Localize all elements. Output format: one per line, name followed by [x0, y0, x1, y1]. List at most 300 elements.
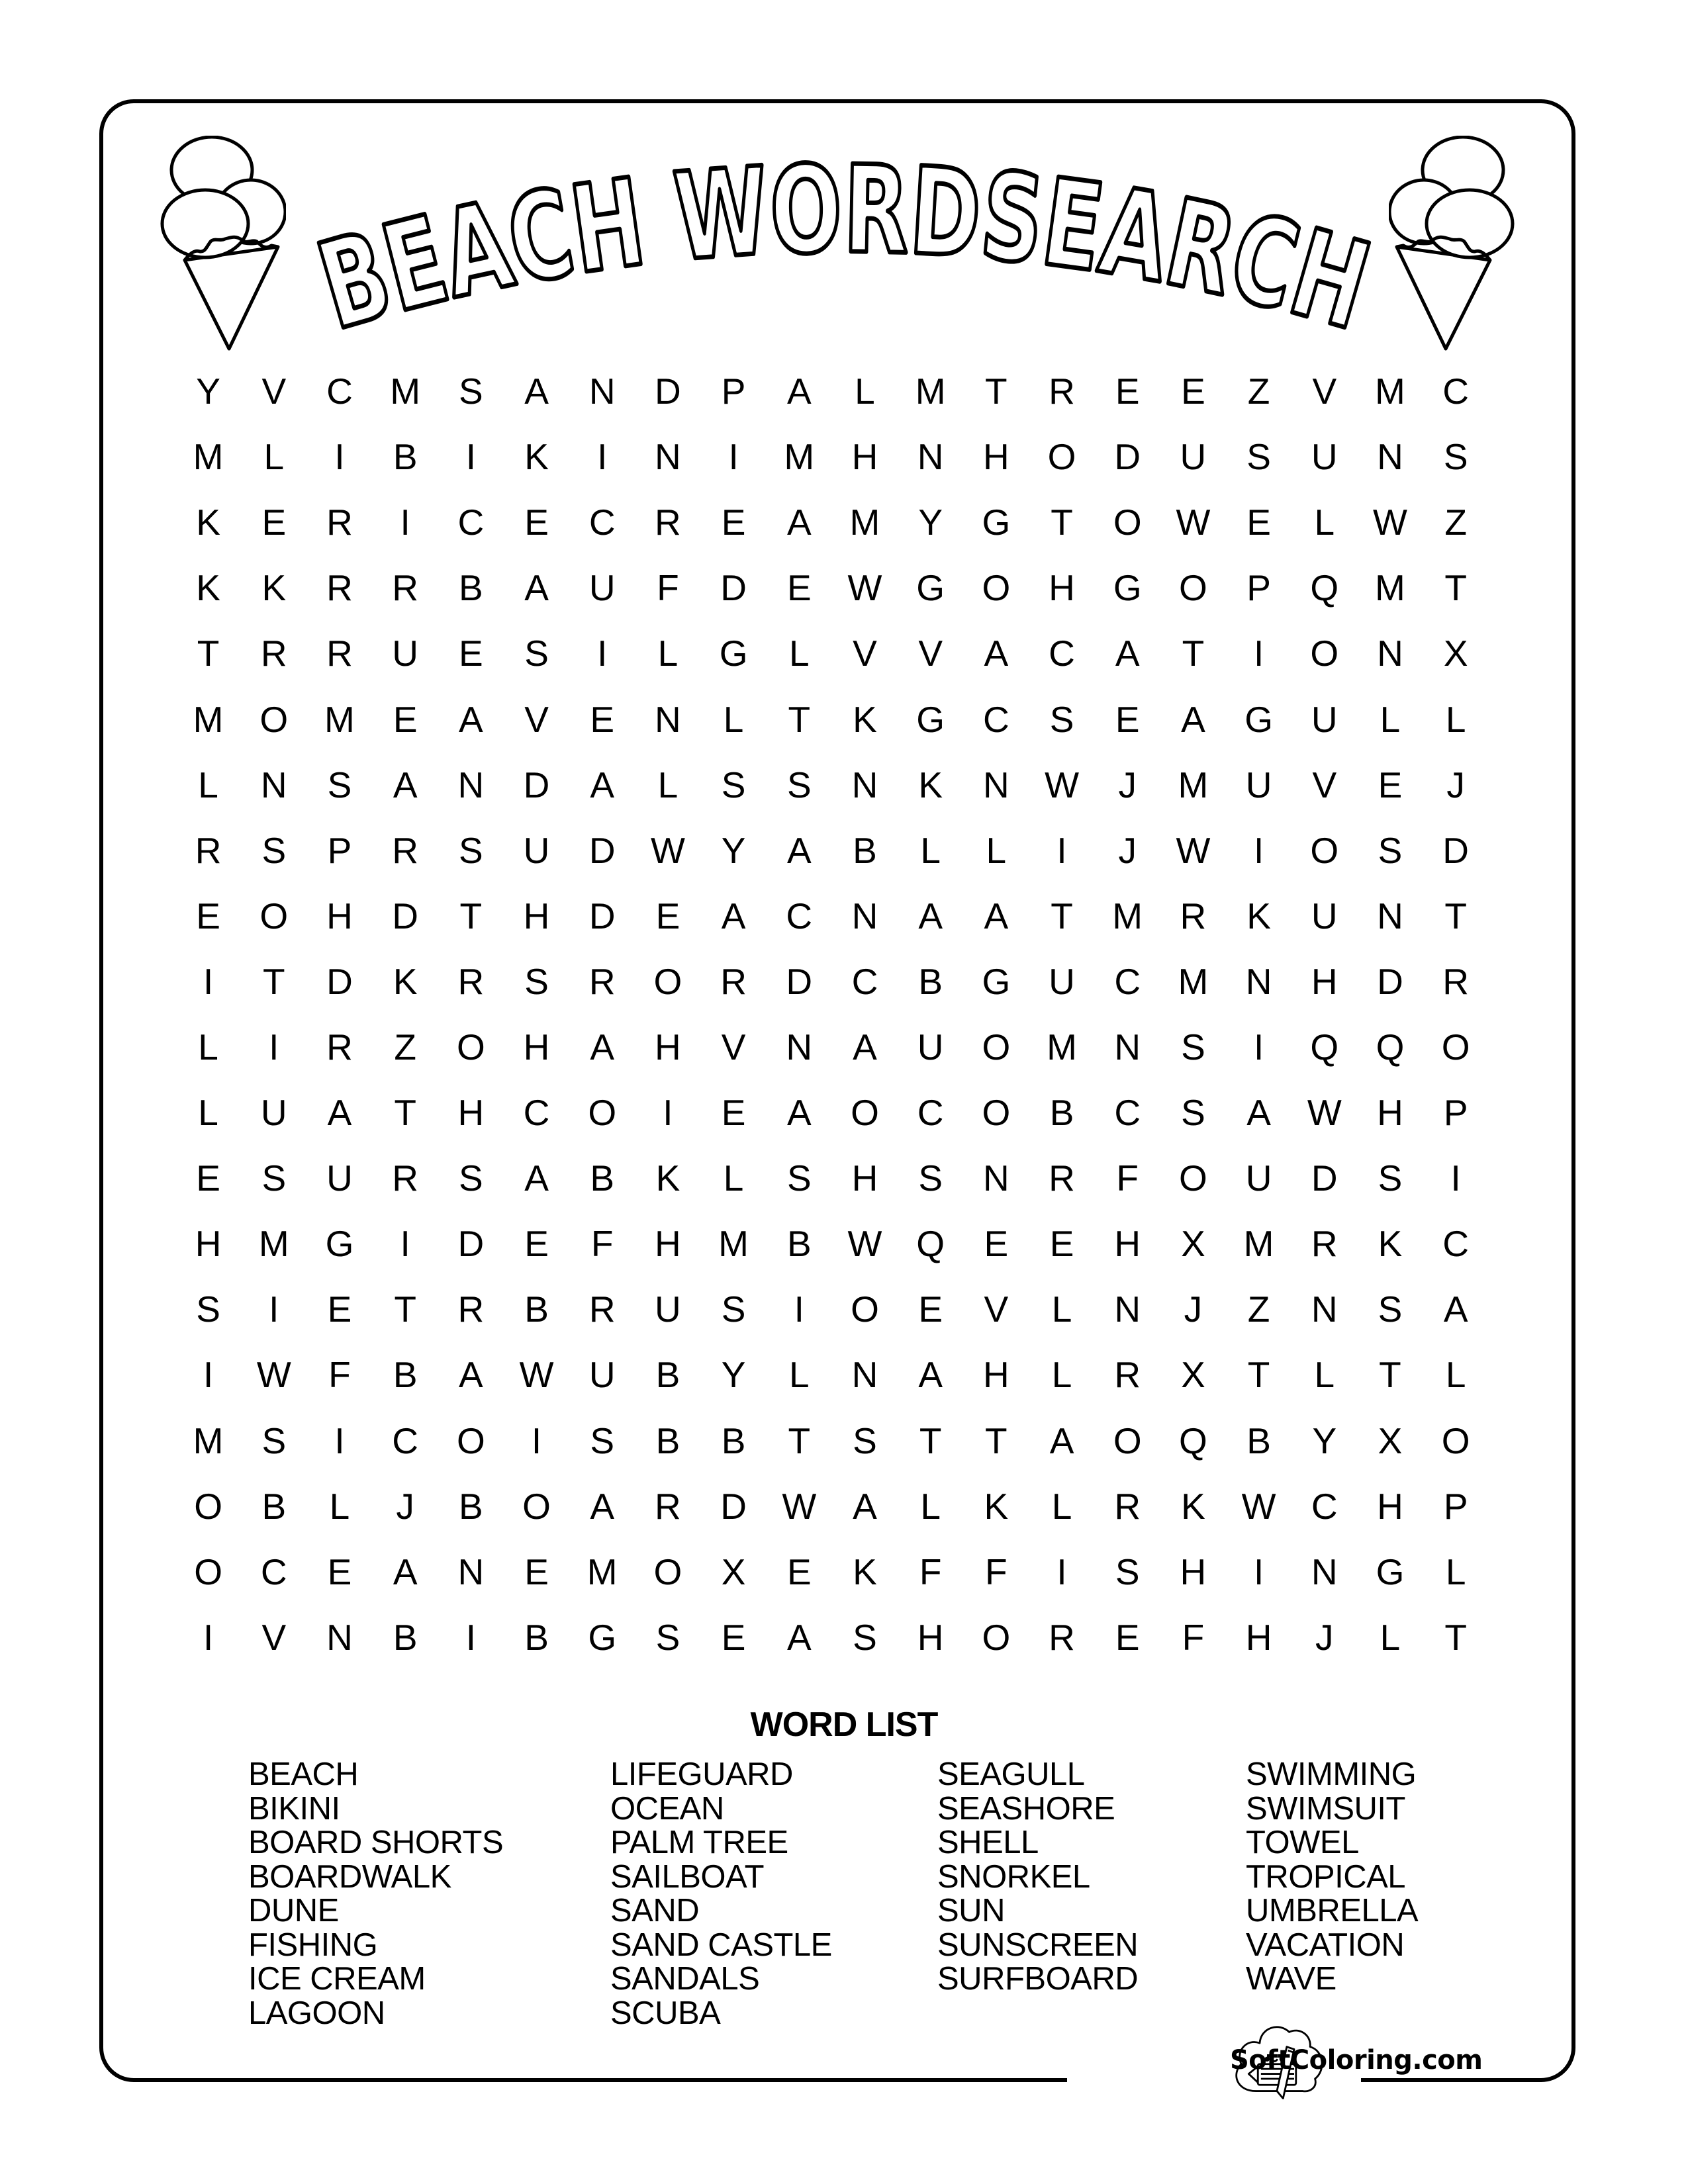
grid-cell[interactable]: S: [327, 764, 352, 805]
grid-cell[interactable]: I: [203, 1616, 214, 1658]
grid-cell[interactable]: A: [590, 764, 615, 805]
grid-cell[interactable]: R: [655, 502, 681, 543]
grid-cell[interactable]: Y: [918, 502, 943, 543]
grid-cell[interactable]: N: [1377, 895, 1403, 936]
grid-cell[interactable]: A: [524, 371, 549, 412]
grid-cell[interactable]: L: [263, 436, 285, 478]
grid-cell[interactable]: H: [851, 1158, 878, 1199]
grid-cell[interactable]: G: [588, 1616, 617, 1658]
grid-cell[interactable]: S: [261, 829, 287, 871]
grid-cell[interactable]: H: [457, 1092, 485, 1134]
grid-cell[interactable]: C: [326, 371, 353, 412]
grid-cell[interactable]: M: [784, 436, 815, 478]
grid-cell[interactable]: N: [1311, 1289, 1338, 1330]
grid-cell[interactable]: J: [396, 1485, 414, 1527]
grid-cell[interactable]: M: [1047, 1026, 1077, 1068]
grid-cell[interactable]: D: [457, 1223, 485, 1265]
grid-cell[interactable]: M: [1375, 371, 1405, 412]
grid-cell[interactable]: I: [269, 1289, 279, 1330]
grid-cell[interactable]: A: [524, 567, 549, 609]
grid-cell[interactable]: T: [1444, 1616, 1467, 1658]
grid-cell[interactable]: B: [590, 1158, 615, 1199]
grid-cell[interactable]: E: [524, 1223, 549, 1265]
grid-cell[interactable]: H: [1114, 1223, 1141, 1265]
grid-cell[interactable]: S: [459, 1158, 483, 1199]
grid-cell[interactable]: R: [1049, 371, 1075, 412]
grid-cell[interactable]: E: [786, 567, 812, 609]
grid-cell[interactable]: V: [918, 633, 943, 674]
grid-cell[interactable]: H: [1377, 1485, 1403, 1527]
grid-cell[interactable]: F: [657, 567, 679, 609]
grid-cell[interactable]: S: [655, 1616, 680, 1658]
grid-cell[interactable]: U: [588, 1354, 616, 1396]
grid-cell[interactable]: G: [325, 1223, 354, 1265]
grid-cell[interactable]: Q: [1310, 567, 1339, 609]
grid-cell[interactable]: B: [918, 960, 943, 1002]
grid-cell[interactable]: S: [786, 764, 812, 805]
grid-cell[interactable]: T: [788, 1420, 811, 1461]
grid-cell[interactable]: E: [786, 1551, 812, 1592]
grid-cell[interactable]: A: [786, 1092, 812, 1134]
grid-cell[interactable]: E: [261, 502, 287, 543]
grid-cell[interactable]: W: [650, 829, 685, 871]
grid-cell[interactable]: S: [459, 371, 483, 412]
grid-cell[interactable]: R: [326, 502, 353, 543]
grid-cell[interactable]: K: [853, 1551, 877, 1592]
grid-cell[interactable]: E: [393, 698, 418, 740]
grid-cell[interactable]: I: [1253, 829, 1264, 871]
grid-cell[interactable]: J: [1315, 1616, 1334, 1658]
grid-cell[interactable]: N: [851, 895, 878, 936]
grid-cell[interactable]: K: [853, 698, 877, 740]
grid-cell[interactable]: O: [194, 1551, 222, 1592]
grid-cell[interactable]: T: [1444, 895, 1467, 936]
grid-cell[interactable]: P: [1246, 567, 1271, 609]
grid-cell[interactable]: R: [588, 1289, 616, 1330]
grid-cell[interactable]: A: [786, 1616, 812, 1658]
grid-cell[interactable]: H: [1377, 1092, 1403, 1134]
grid-cell[interactable]: A: [590, 1485, 615, 1527]
grid-cell[interactable]: R: [392, 1158, 419, 1199]
grid-cell[interactable]: H: [1245, 1616, 1272, 1658]
grid-cell[interactable]: K: [524, 436, 549, 478]
grid-cell[interactable]: H: [655, 1026, 681, 1068]
grid-cell[interactable]: N: [457, 1551, 485, 1592]
grid-cell[interactable]: U: [260, 1092, 287, 1134]
grid-cell[interactable]: N: [851, 1354, 878, 1396]
grid-cell[interactable]: L: [198, 764, 218, 805]
grid-cell[interactable]: I: [1056, 829, 1067, 871]
grid-cell[interactable]: C: [392, 1420, 419, 1461]
grid-cell[interactable]: O: [1310, 633, 1339, 674]
grid-cell[interactable]: M: [586, 1551, 618, 1592]
grid-cell[interactable]: O: [982, 567, 1011, 609]
grid-cell[interactable]: D: [720, 567, 747, 609]
grid-cell[interactable]: S: [524, 960, 549, 1002]
grid-cell[interactable]: E: [1378, 764, 1403, 805]
grid-cell[interactable]: E: [196, 895, 220, 936]
grid-cell[interactable]: L: [1314, 502, 1335, 543]
grid-cell[interactable]: N: [260, 764, 287, 805]
grid-cell[interactable]: I: [1253, 633, 1264, 674]
grid-cell[interactable]: Y: [721, 1354, 746, 1396]
grid-cell[interactable]: R: [1311, 1223, 1338, 1265]
grid-cell[interactable]: R: [1180, 895, 1207, 936]
grid-cell[interactable]: E: [1115, 698, 1140, 740]
grid-cell[interactable]: L: [986, 829, 1007, 871]
grid-cell[interactable]: C: [1442, 371, 1470, 412]
grid-cell[interactable]: N: [1114, 1026, 1141, 1068]
grid-cell[interactable]: L: [920, 829, 941, 871]
grid-cell[interactable]: S: [1246, 436, 1271, 478]
grid-cell[interactable]: E: [459, 633, 483, 674]
grid-cell[interactable]: U: [1311, 436, 1338, 478]
grid-cell[interactable]: K: [655, 1158, 680, 1199]
grid-cell[interactable]: N: [655, 698, 681, 740]
grid-cell[interactable]: E: [1181, 371, 1205, 412]
grid-cell[interactable]: I: [794, 1289, 804, 1330]
grid-cell[interactable]: W: [847, 567, 882, 609]
grid-cell[interactable]: N: [457, 764, 485, 805]
grid-cell[interactable]: A: [327, 1092, 352, 1134]
grid-cell[interactable]: N: [1114, 1289, 1141, 1330]
grid-cell[interactable]: H: [917, 1616, 944, 1658]
grid-cell[interactable]: C: [457, 502, 485, 543]
grid-cell[interactable]: O: [1441, 1026, 1470, 1068]
grid-cell[interactable]: T: [394, 1092, 416, 1134]
grid-cell[interactable]: V: [261, 371, 287, 412]
grid-cell[interactable]: A: [984, 895, 1009, 936]
grid-cell[interactable]: O: [851, 1092, 879, 1134]
grid-cell[interactable]: D: [588, 895, 616, 936]
grid-cell[interactable]: U: [523, 829, 550, 871]
grid-cell[interactable]: G: [1244, 698, 1273, 740]
grid-cell[interactable]: R: [457, 960, 485, 1002]
grid-cell[interactable]: A: [1246, 1092, 1271, 1134]
grid-cell[interactable]: D: [1442, 829, 1470, 871]
grid-cell[interactable]: I: [465, 436, 476, 478]
grid-cell[interactable]: H: [1180, 1551, 1207, 1592]
grid-cell[interactable]: O: [522, 1485, 551, 1527]
grid-cell[interactable]: L: [198, 1026, 218, 1068]
grid-cell[interactable]: Q: [916, 1223, 945, 1265]
grid-cell[interactable]: O: [1310, 829, 1339, 871]
grid-cell[interactable]: C: [1311, 1485, 1338, 1527]
grid-cell[interactable]: F: [985, 1551, 1008, 1592]
grid-cell[interactable]: W: [847, 1223, 882, 1265]
grid-cell[interactable]: R: [1114, 1485, 1141, 1527]
grid-cell[interactable]: M: [1112, 895, 1143, 936]
grid-cell[interactable]: Y: [196, 371, 220, 412]
grid-cell[interactable]: X: [1443, 633, 1468, 674]
grid-cell[interactable]: B: [459, 1485, 483, 1527]
grid-cell[interactable]: M: [849, 502, 880, 543]
grid-cell[interactable]: T: [197, 633, 220, 674]
grid-cell[interactable]: T: [1444, 567, 1467, 609]
grid-cell[interactable]: B: [393, 1616, 418, 1658]
grid-cell[interactable]: E: [1115, 1616, 1140, 1658]
grid-cell[interactable]: C: [1114, 960, 1141, 1002]
grid-cell[interactable]: G: [982, 502, 1011, 543]
grid-cell[interactable]: I: [334, 436, 345, 478]
grid-cell[interactable]: I: [1056, 1551, 1067, 1592]
grid-cell[interactable]: J: [1118, 829, 1137, 871]
grid-cell[interactable]: L: [1380, 1616, 1401, 1658]
grid-cell[interactable]: H: [655, 1223, 681, 1265]
grid-cell[interactable]: I: [1253, 1551, 1264, 1592]
grid-cell[interactable]: E: [918, 1289, 943, 1330]
grid-cell[interactable]: R: [326, 567, 353, 609]
grid-cell[interactable]: K: [1246, 895, 1271, 936]
grid-cell[interactable]: D: [523, 764, 550, 805]
grid-cell[interactable]: S: [524, 633, 549, 674]
grid-cell[interactable]: V: [1312, 764, 1337, 805]
grid-cell[interactable]: U: [588, 567, 616, 609]
grid-cell[interactable]: A: [984, 633, 1009, 674]
grid-cell[interactable]: I: [1450, 1158, 1461, 1199]
grid-cell[interactable]: D: [326, 960, 353, 1002]
grid-cell[interactable]: L: [855, 371, 875, 412]
grid-cell[interactable]: B: [261, 1485, 287, 1527]
grid-cell[interactable]: W: [1176, 829, 1211, 871]
grid-cell[interactable]: T: [1182, 633, 1205, 674]
grid-cell[interactable]: T: [1051, 895, 1073, 936]
grid-cell[interactable]: N: [1245, 960, 1272, 1002]
grid-cell[interactable]: Z: [1247, 371, 1270, 412]
grid-cell[interactable]: A: [459, 698, 483, 740]
grid-cell[interactable]: A: [853, 1026, 877, 1068]
grid-cell[interactable]: F: [328, 1354, 351, 1396]
grid-cell[interactable]: S: [1049, 698, 1074, 740]
grid-cell[interactable]: S: [590, 1420, 615, 1461]
grid-cell[interactable]: M: [193, 1420, 224, 1461]
grid-cell[interactable]: G: [916, 698, 945, 740]
grid-cell[interactable]: H: [982, 436, 1009, 478]
grid-cell[interactable]: C: [588, 502, 616, 543]
grid-cell[interactable]: B: [1246, 1420, 1271, 1461]
grid-cell[interactable]: U: [392, 633, 419, 674]
grid-cell[interactable]: M: [1178, 764, 1209, 805]
grid-cell[interactable]: V: [1312, 371, 1337, 412]
grid-cell[interactable]: B: [524, 1289, 549, 1330]
grid-cell[interactable]: O: [456, 1026, 485, 1068]
grid-cell[interactable]: V: [261, 1616, 287, 1658]
grid-cell[interactable]: X: [721, 1551, 746, 1592]
grid-cell[interactable]: I: [1253, 1026, 1264, 1068]
grid-cell[interactable]: M: [1178, 960, 1209, 1002]
grid-cell[interactable]: H: [326, 895, 353, 936]
grid-cell[interactable]: D: [588, 829, 616, 871]
grid-cell[interactable]: U: [1180, 436, 1207, 478]
grid-cell[interactable]: D: [786, 960, 813, 1002]
grid-cell[interactable]: M: [193, 698, 224, 740]
grid-cell[interactable]: A: [1181, 698, 1205, 740]
grid-cell[interactable]: P: [327, 829, 352, 871]
grid-cell[interactable]: M: [1375, 567, 1405, 609]
grid-cell[interactable]: S: [721, 1289, 746, 1330]
grid-cell[interactable]: C: [1442, 1223, 1470, 1265]
grid-cell[interactable]: I: [203, 1354, 214, 1396]
grid-cell[interactable]: A: [786, 502, 812, 543]
grid-cell[interactable]: C: [523, 1092, 550, 1134]
grid-cell[interactable]: V: [524, 698, 549, 740]
grid-cell[interactable]: T: [788, 698, 811, 740]
grid-cell[interactable]: O: [259, 895, 289, 936]
grid-cell[interactable]: G: [1376, 1551, 1405, 1592]
grid-cell[interactable]: N: [326, 1616, 353, 1658]
grid-cell[interactable]: D: [1377, 960, 1403, 1002]
grid-cell[interactable]: R: [1049, 1158, 1075, 1199]
grid-cell[interactable]: S: [1181, 1092, 1205, 1134]
grid-cell[interactable]: B: [853, 829, 877, 871]
grid-cell[interactable]: C: [917, 1092, 944, 1134]
grid-cell[interactable]: D: [720, 1485, 747, 1527]
grid-cell[interactable]: O: [982, 1026, 1011, 1068]
grid-cell[interactable]: K: [196, 567, 220, 609]
grid-cell[interactable]: O: [982, 1092, 1011, 1134]
grid-cell[interactable]: W: [1045, 764, 1079, 805]
grid-cell[interactable]: L: [1314, 1354, 1335, 1396]
grid-cell[interactable]: Q: [1310, 1026, 1339, 1068]
grid-cell[interactable]: N: [1377, 436, 1403, 478]
grid-cell[interactable]: C: [1114, 1092, 1141, 1134]
grid-cell[interactable]: G: [719, 633, 748, 674]
grid-cell[interactable]: O: [588, 1092, 617, 1134]
grid-cell[interactable]: S: [853, 1420, 877, 1461]
grid-cell[interactable]: E: [984, 1223, 1009, 1265]
grid-cell[interactable]: K: [984, 1485, 1009, 1527]
grid-cell[interactable]: O: [1179, 1158, 1207, 1199]
grid-cell[interactable]: J: [1118, 764, 1137, 805]
grid-cell[interactable]: H: [1311, 960, 1338, 1002]
grid-cell[interactable]: T: [985, 371, 1008, 412]
grid-cell[interactable]: O: [1441, 1420, 1470, 1461]
grid-cell[interactable]: P: [721, 371, 746, 412]
grid-cell[interactable]: T: [985, 1420, 1008, 1461]
grid-cell[interactable]: U: [1311, 895, 1338, 936]
grid-cell[interactable]: N: [851, 764, 878, 805]
grid-cell[interactable]: K: [261, 567, 287, 609]
grid-cell[interactable]: K: [393, 960, 418, 1002]
grid-cell[interactable]: R: [1442, 960, 1470, 1002]
grid-cell[interactable]: I: [400, 1223, 410, 1265]
grid-cell[interactable]: S: [918, 1158, 943, 1199]
grid-cell[interactable]: O: [1113, 1420, 1142, 1461]
grid-cell[interactable]: N: [1377, 633, 1403, 674]
grid-cell[interactable]: W: [782, 1485, 817, 1527]
grid-cell[interactable]: T: [1379, 1354, 1401, 1396]
grid-cell[interactable]: U: [1245, 764, 1272, 805]
grid-cell[interactable]: A: [721, 895, 746, 936]
grid-cell[interactable]: L: [1445, 698, 1466, 740]
grid-cell[interactable]: A: [524, 1158, 549, 1199]
grid-cell[interactable]: X: [1181, 1354, 1205, 1396]
grid-cell[interactable]: B: [655, 1420, 680, 1461]
grid-cell[interactable]: B: [1049, 1092, 1074, 1134]
grid-cell[interactable]: H: [851, 436, 878, 478]
grid-cell[interactable]: S: [1378, 1289, 1403, 1330]
grid-cell[interactable]: A: [393, 764, 418, 805]
grid-cell[interactable]: S: [853, 1616, 877, 1658]
grid-cell[interactable]: R: [326, 1026, 353, 1068]
grid-cell[interactable]: Q: [1179, 1420, 1207, 1461]
grid-cell[interactable]: X: [1378, 1420, 1403, 1461]
grid-cell[interactable]: N: [917, 436, 944, 478]
grid-cell[interactable]: Z: [394, 1026, 416, 1068]
grid-cell[interactable]: T: [459, 895, 483, 936]
grid-cell[interactable]: B: [655, 1354, 680, 1396]
grid-cell[interactable]: V: [984, 1289, 1009, 1330]
grid-cell[interactable]: O: [1179, 567, 1207, 609]
grid-cell[interactable]: E: [327, 1551, 352, 1592]
grid-cell[interactable]: I: [728, 436, 739, 478]
grid-cell[interactable]: A: [918, 1354, 943, 1396]
grid-cell[interactable]: W: [1373, 502, 1407, 543]
grid-cell[interactable]: L: [788, 1354, 810, 1396]
grid-cell[interactable]: O: [456, 1420, 485, 1461]
grid-cell[interactable]: O: [653, 960, 682, 1002]
grid-cell[interactable]: K: [1181, 1485, 1205, 1527]
grid-cell[interactable]: G: [1113, 567, 1142, 609]
grid-cell[interactable]: U: [1311, 698, 1338, 740]
grid-cell[interactable]: S: [196, 1289, 220, 1330]
grid-cell[interactable]: L: [920, 1485, 941, 1527]
grid-cell[interactable]: U: [917, 1026, 944, 1068]
grid-cell[interactable]: S: [1181, 1026, 1205, 1068]
grid-cell[interactable]: O: [982, 1616, 1011, 1658]
grid-cell[interactable]: W: [1241, 1485, 1276, 1527]
grid-cell[interactable]: D: [655, 371, 681, 412]
grid-cell[interactable]: D: [1114, 436, 1141, 478]
grid-cell[interactable]: T: [1051, 502, 1073, 543]
grid-cell[interactable]: A: [853, 1485, 877, 1527]
grid-cell[interactable]: E: [721, 1092, 746, 1134]
grid-cell[interactable]: X: [1181, 1223, 1205, 1265]
grid-cell[interactable]: R: [1049, 1616, 1075, 1658]
grid-cell[interactable]: B: [393, 1354, 418, 1396]
grid-cell[interactable]: U: [1049, 960, 1075, 1002]
grid-cell[interactable]: A: [786, 829, 812, 871]
grid-cell[interactable]: I: [400, 502, 410, 543]
grid-cell[interactable]: M: [193, 436, 224, 478]
grid-cell[interactable]: B: [459, 567, 483, 609]
grid-cell[interactable]: A: [786, 371, 812, 412]
grid-cell[interactable]: L: [723, 1158, 744, 1199]
grid-cell[interactable]: W: [256, 1354, 291, 1396]
grid-cell[interactable]: C: [786, 895, 813, 936]
grid-cell[interactable]: U: [655, 1289, 681, 1330]
grid-cell[interactable]: W: [1176, 502, 1211, 543]
grid-cell[interactable]: L: [329, 1485, 350, 1527]
grid-cell[interactable]: S: [261, 1420, 287, 1461]
grid-cell[interactable]: A: [459, 1354, 483, 1396]
grid-cell[interactable]: K: [196, 502, 220, 543]
grid-cell[interactable]: G: [916, 567, 945, 609]
grid-cell[interactable]: F: [1116, 1158, 1139, 1199]
grid-cell[interactable]: I: [597, 633, 608, 674]
grid-cell[interactable]: M: [1243, 1223, 1274, 1265]
grid-cell[interactable]: C: [851, 960, 878, 1002]
grid-cell[interactable]: I: [531, 1420, 542, 1461]
grid-cell[interactable]: V: [721, 1026, 746, 1068]
grid-cell[interactable]: K: [1378, 1223, 1403, 1265]
grid-cell[interactable]: Y: [721, 829, 746, 871]
grid-cell[interactable]: G: [982, 960, 1011, 1002]
grid-cell[interactable]: E: [524, 502, 549, 543]
grid-cell[interactable]: L: [1380, 698, 1401, 740]
grid-cell[interactable]: T: [1247, 1354, 1270, 1396]
grid-cell[interactable]: N: [1311, 1551, 1338, 1592]
